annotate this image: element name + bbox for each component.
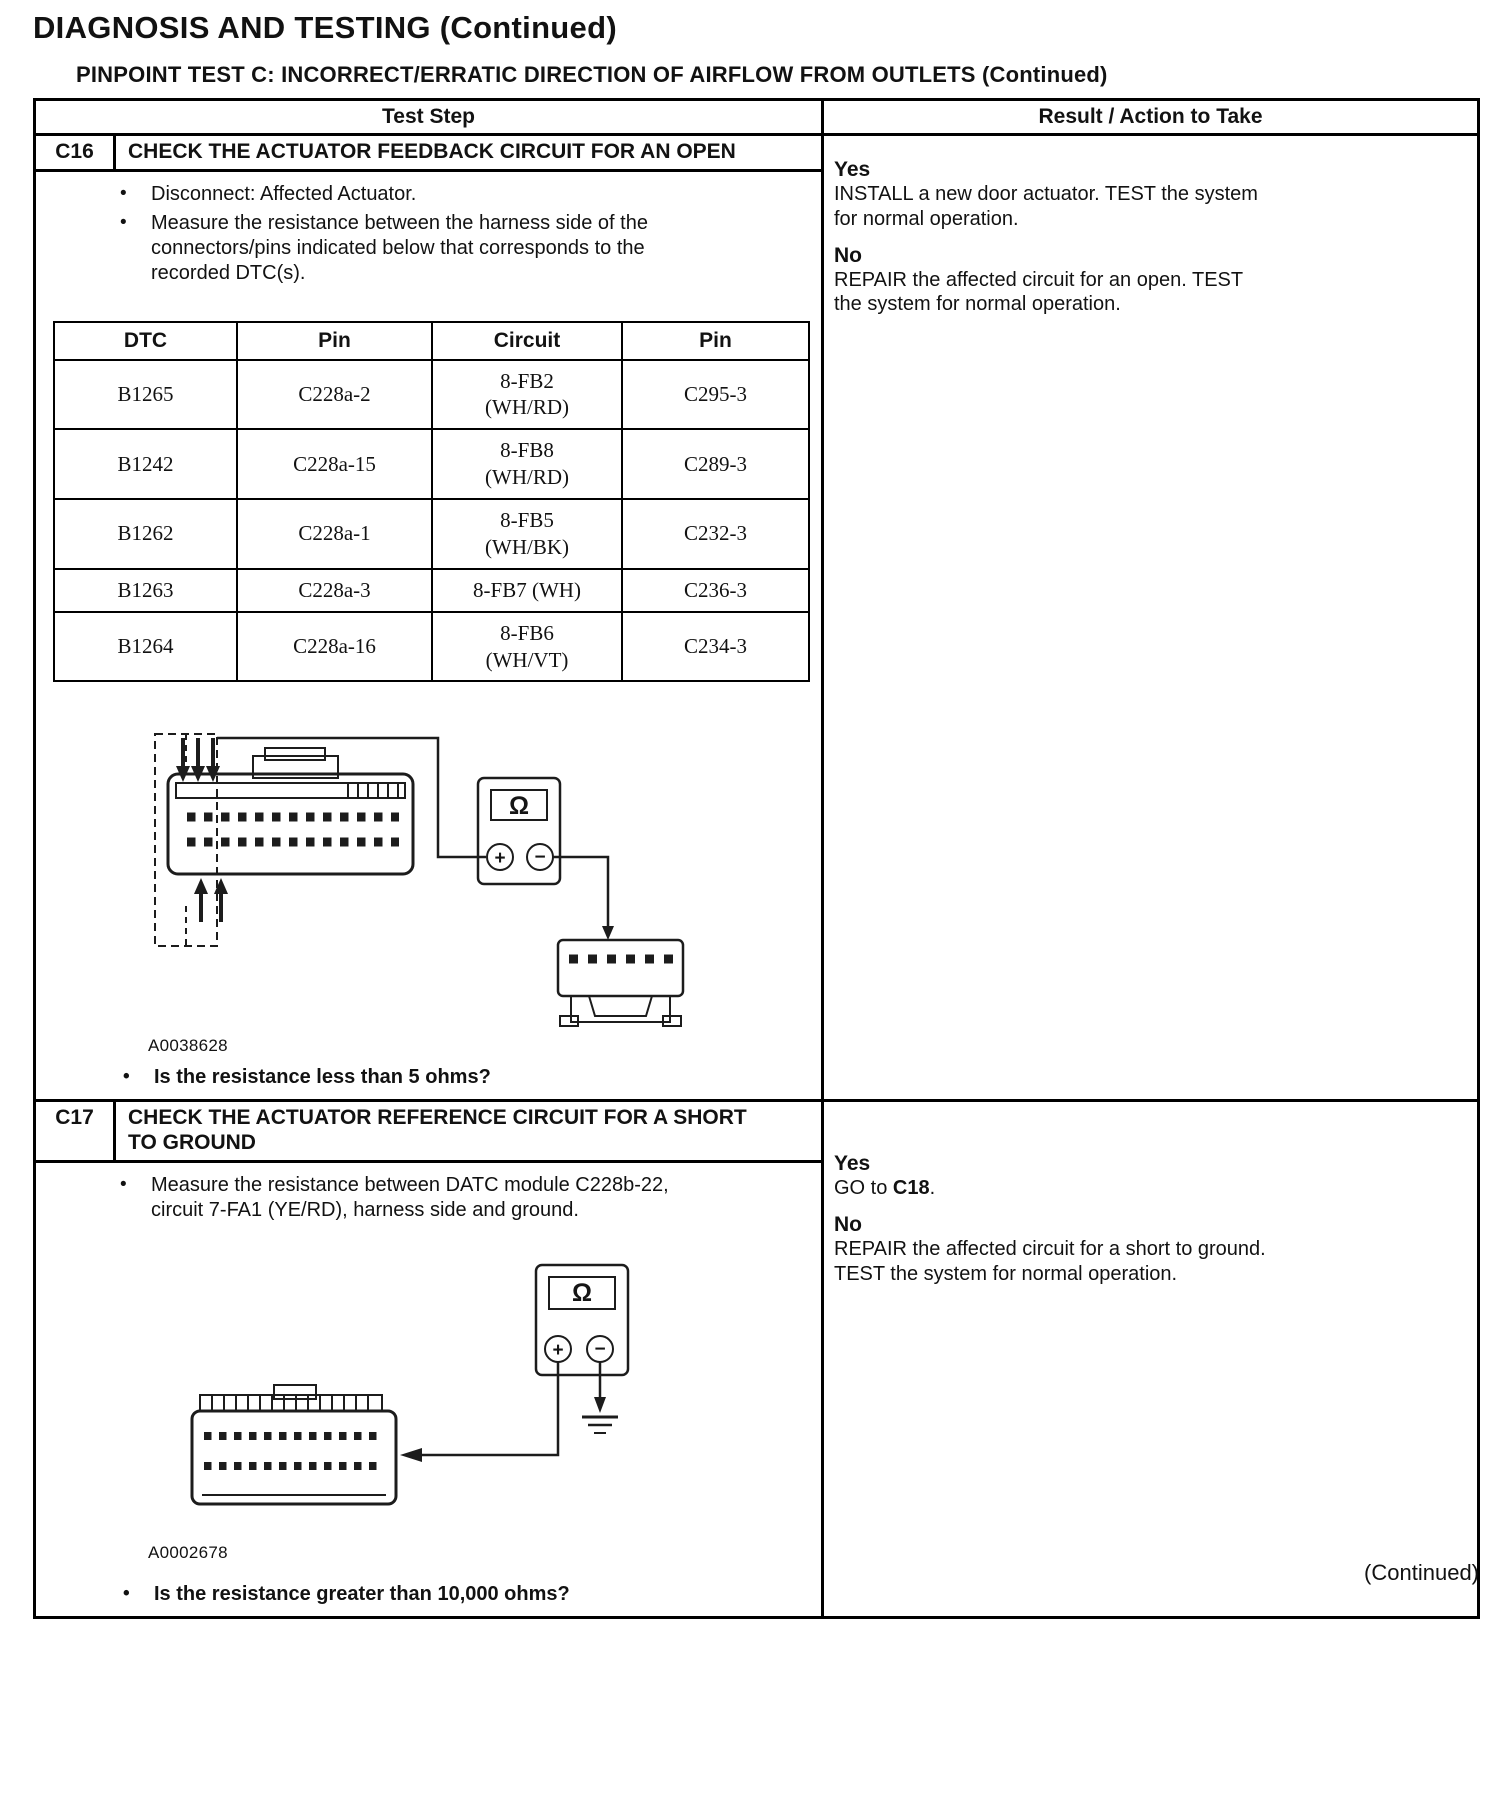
col-header-result: Result / Action to Take [1038, 105, 1263, 128]
circuit-code: 8-FB6 [500, 620, 554, 645]
c16-step-header [36, 136, 821, 172]
c17-test-connection-diagram [186, 1259, 641, 1537]
cell-dtc: B1264 [54, 612, 237, 682]
c16-step-body [36, 172, 821, 1100]
c16-test-step-cell [36, 136, 824, 1099]
c16-test-connection-diagram [143, 728, 703, 1030]
page-title: DIAGNOSIS AND TESTING (Continued) [33, 10, 617, 45]
wire-color: (WH/BK) [485, 534, 569, 559]
c17-step-body [36, 1163, 821, 1616]
c16-question: • Is the resistance less than 5 ohms? [121, 1066, 821, 1089]
section-c17 [36, 1099, 1477, 1616]
cell-dtc: B1242 [54, 429, 237, 499]
cell-pin1: C228a-15 [237, 429, 432, 499]
cell-pin1: C228a-16 [237, 612, 432, 682]
wire-color: (WH/VT) [485, 647, 569, 672]
result-no-label: No [834, 243, 862, 267]
dtc-row [54, 360, 809, 430]
c17-step-header [36, 1102, 821, 1163]
c17-step-title [116, 1102, 821, 1160]
figure-number: A0038628 [148, 1036, 228, 1056]
go-to-suffix: . [929, 1177, 936, 1200]
instruction-item: • Disconnect: Affected Actuator. [118, 182, 678, 207]
instruction-item: • Measure the resistance between DATC module C228b-22, circuit 7-FA1 (YE/RD), harness side and ground. [118, 1173, 678, 1223]
plus-probe-icon: + [552, 1340, 564, 1362]
go-to-target: C18 [892, 1177, 930, 1200]
c17-question: • Is the resistance greater than 10,000 ohms? [121, 1583, 821, 1606]
minus-probe-icon: − [594, 1339, 606, 1361]
c16-result-cell [824, 136, 1477, 1099]
lead-arrow-icon [400, 1448, 422, 1462]
c17-title-line1: CHECK THE ACTUATOR REFERENCE CIRCUIT FOR A SHORT [128, 1106, 747, 1130]
c17-test-step-cell [36, 1102, 824, 1616]
circuit-code: 8-FB8 [500, 438, 554, 463]
dtc-table-header-row [54, 322, 809, 360]
cell-pin2: C289-3 [622, 429, 809, 499]
result-yes-action: INSTALL a new door actuator. TEST the system for normal operation. [834, 183, 1258, 230]
cell-dtc: B1262 [54, 499, 237, 569]
wire-color: (WH/RD) [485, 395, 569, 420]
actuator-connector [168, 748, 413, 874]
cell-pin1: C228a-3 [237, 569, 432, 612]
ground-symbol [582, 1362, 618, 1433]
ohm-symbol: Ω [571, 1279, 593, 1308]
cell-pin2: C236-3 [622, 569, 809, 612]
positive-test-lead-wire [420, 1362, 558, 1455]
result-yes-label: Yes [834, 158, 871, 181]
datc-module-connector [192, 1385, 396, 1504]
lead-arrow-icon [602, 926, 614, 940]
dtc-header-cell: DTC [54, 322, 237, 360]
c17-step-id: C17 [36, 1102, 116, 1160]
dtc-circuit-table [53, 321, 810, 683]
cell-circuit [432, 499, 622, 569]
plus-probe-icon: + [494, 848, 506, 870]
actuator-harness-connector [558, 940, 683, 1026]
wire-color: (WH/RD) [485, 465, 569, 490]
cell-dtc: B1265 [54, 360, 237, 430]
result-no-label: No [834, 1213, 862, 1237]
cell-circuit [432, 429, 622, 499]
cell-circuit [432, 612, 622, 682]
minus-probe-icon: − [534, 847, 546, 869]
circuit-code: 8-FB2 [500, 368, 554, 393]
cell-circuit [432, 360, 622, 430]
c17-result-cell [824, 1102, 1477, 1616]
dtc-header-cell: Circuit [432, 322, 622, 360]
cell-circuit [432, 569, 622, 612]
section-c16 [36, 136, 1477, 1099]
result-no-action: REPAIR the affected circuit for a short to ground. TEST the system for normal operation. [834, 1238, 1266, 1285]
ohm-symbol: Ω [508, 792, 530, 821]
go-to-prefix: GO to [834, 1177, 893, 1200]
result-yes-action [834, 1176, 1271, 1201]
cell-pin1: C228a-2 [237, 360, 432, 430]
cell-pin2: C232-3 [622, 499, 809, 569]
c17-title-line2: TO GROUND [128, 1131, 256, 1155]
table-header-row [36, 101, 1477, 136]
cell-pin2: C234-3 [622, 612, 809, 682]
cell-pin1: C228a-1 [237, 499, 432, 569]
dtc-row [54, 569, 809, 612]
dtc-header-cell: Pin [622, 322, 809, 360]
dtc-row [54, 612, 809, 682]
dtc-row [54, 429, 809, 499]
result-no-action: REPAIR the affected circuit for an open. TEST the system for normal operation. [834, 268, 1243, 316]
c16-step-title: CHECK THE ACTUATOR FEEDBACK CIRCUIT FOR AN OPEN [128, 140, 736, 163]
figure-number: A0002678 [148, 1543, 228, 1563]
cell-pin2: C295-3 [622, 360, 809, 430]
harness-pin-arrows [176, 738, 228, 922]
result-yes-label: Yes [834, 1152, 871, 1176]
c17-instructions [36, 1173, 821, 1223]
circuit-code: 8-FB7 (WH) [473, 577, 581, 602]
cell-dtc: B1263 [54, 569, 237, 612]
dtc-row [54, 499, 809, 569]
pinpoint-test-subtitle: PINPOINT TEST C: INCORRECT/ERRATIC DIRECTION OF AIRFLOW FROM OUTLETS (Continued) [76, 62, 1108, 87]
pinpoint-test-table [33, 98, 1480, 1619]
col-header-test-step: Test Step [36, 101, 824, 133]
c16-instructions [36, 182, 821, 287]
instruction-item: • Measure the resistance between the harness side of the connectors/pins indicated below that corresponds to the recorded DTC(s). [118, 211, 678, 287]
circuit-code: 8-FB5 [500, 508, 554, 533]
c16-step-id: C16 [36, 136, 116, 169]
dtc-header-cell: Pin [237, 322, 432, 360]
continued-footer: (Continued) [1364, 1560, 1479, 1585]
